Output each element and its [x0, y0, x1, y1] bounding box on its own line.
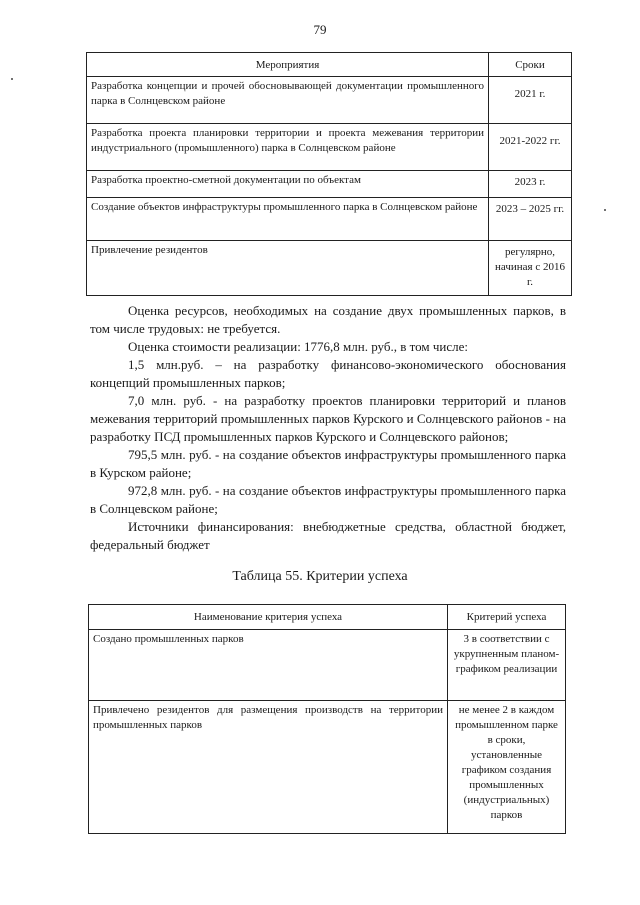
- activity-cell: Разработка проекта планировки территории и проекта межевания территории индустриального (промышленного) парка в Солнцевском районе: [87, 124, 489, 171]
- term-cell: 2023 г.: [489, 171, 572, 198]
- term-cell: 2023 – 2025 гг.: [489, 198, 572, 241]
- paragraph: 7,0 млн. руб. - на разработку проектов планировки территорий и планов межевания территорий промышленных парков Курского и Солнцевского районов - на разработку ПСД промышленных парков Курского и Солнцевского районов;: [90, 393, 566, 444]
- table-header-row: [87, 53, 572, 77]
- table-row: [87, 124, 572, 171]
- term-cell: 2021 г.: [489, 77, 572, 124]
- header-activities: Мероприятия: [87, 53, 489, 77]
- term-cell: 2021-2022 гг.: [489, 124, 572, 171]
- term-cell: регулярно, начиная с 2016 г.: [489, 241, 572, 296]
- criterion-cell: Привлечено резидентов для размещения производств на территории промышленных парков: [89, 701, 448, 834]
- header-criterion-name: Наименование критерия успеха: [89, 605, 448, 630]
- table-row: [87, 241, 572, 296]
- table-row: [87, 171, 572, 198]
- events-table: [86, 52, 572, 296]
- table-row: [89, 630, 566, 701]
- activity-cell: Разработка концепции и прочей обосновывающей документации промышленного парка в Солнцевском районе: [87, 77, 489, 124]
- criterion-value-cell: 3 в соответствии с укрупненным планом-графиком реализации: [448, 630, 566, 701]
- success-criteria-table: [88, 604, 566, 834]
- scan-speck: [11, 78, 13, 80]
- criterion-cell: Создано промышленных парков: [89, 630, 448, 701]
- paragraph: 1,5 млн.руб. – на разработку финансово-экономического обоснования концепций промышленных парков;: [90, 357, 566, 390]
- paragraph: Оценка ресурсов, необходимых на создание двух промышленных парков, в том числе трудовых: не требуется.: [90, 303, 566, 336]
- activity-cell: Разработка проектно-сметной документации по объектам: [87, 171, 489, 198]
- activity-cell: Привлечение резидентов: [87, 241, 489, 296]
- table-caption: Таблица 55. Критерии успеха: [232, 569, 408, 584]
- scan-speck: [604, 209, 606, 211]
- header-terms: Сроки: [489, 53, 572, 77]
- paragraph: Источники финансирования: внебюджетные средства, областной бюджет, федеральный бюджет: [90, 519, 566, 552]
- paragraph: 972,8 млн. руб. - на создание объектов инфраструктуры промышленного парка в Солнцевском районе;: [90, 483, 566, 516]
- body-text: [90, 302, 566, 554]
- criterion-value-cell: не менее 2 в каждом промышленном парке в сроки, установленные графиком создания промышленных (индустриальных) парков: [448, 701, 566, 834]
- activity-cell: Создание объектов инфраструктуры промышленного парка в Солнцевском районе: [87, 198, 489, 241]
- table-row: [87, 77, 572, 124]
- paragraph: Оценка стоимости реализации: 1776,8 млн. руб., в том числе:: [128, 339, 469, 354]
- table-header-row: [89, 605, 566, 630]
- header-criterion-value: Критерий успеха: [448, 605, 566, 630]
- paragraph: 795,5 млн. руб. - на создание объектов инфраструктуры промышленного парка в Курском районе;: [90, 447, 566, 480]
- page-number: 79: [313, 22, 327, 37]
- table-row: [89, 701, 566, 834]
- table-row: [87, 198, 572, 241]
